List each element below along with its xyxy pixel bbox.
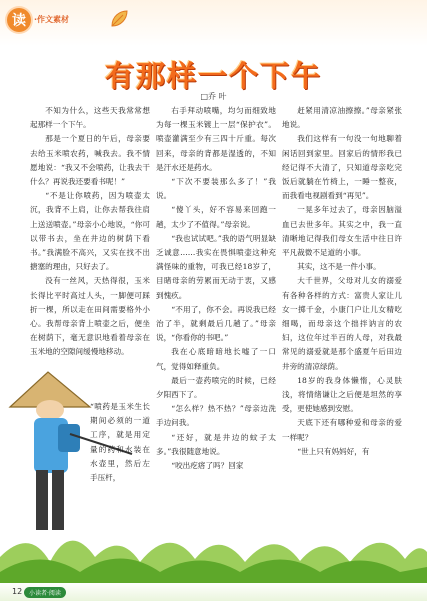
paragraph: “还好，就是井边的蚊子太多。”我很随意地说。 (156, 432, 276, 456)
paragraph: “咬出疙瘩了吗？回家 (171, 461, 244, 471)
paragraph: 没有一丝风，天热得很，玉米长得比平时高过人头，一脚便可踩折一棵，所以走在田间需要格外小心。我帮母亲背上喷壶之后，便坐在树荫下，毫无意识地看着母亲在玉米地的空隙间缓慢地移动。 (30, 276, 150, 357)
paragraph: 大千世界，父母对儿女的溺爱有各种各样的方式：富贵人家让儿女一掷千金，小康门户让儿女精吃细喝，而母亲这个拙拌讷言的农妇，这位年过半百的人母，对我最常见的溺爱就是那个盛夏午后田边井旁的清凉绿荫。 (282, 276, 402, 371)
paragraph: 一晃多年过去了，母亲因脑溢血已去世多年。其实之中，我一直清晰地记得我们母女生活中往日许平凡裁微不足道的小事。 (282, 205, 402, 258)
top-banner (0, 0, 427, 46)
column-1 (30, 104, 150, 364)
paragraph: 天底下还有哪种爱和母亲的爱一样呢？ (282, 418, 402, 442)
paragraph: 我在心底暗暗地长嘘了一口气，觉得如释重负。 (156, 347, 276, 371)
page-footer (0, 583, 427, 601)
section-tag: ·作文素材 (34, 15, 70, 24)
article-author: □乔 叶 (200, 92, 227, 101)
paragraph: 我们这样有一句没一句地聊着闲话回到家里。回家后的情形我已经记得不大清了，只知道母亲吃完饭后就躺在竹椅上，一睡一整夜，而我看电视剧看到“再见”。 (282, 134, 402, 201)
paragraph-continuation (90, 400, 150, 485)
paragraph: 那是一个夏日的午后，母亲要去给玉米喷农药，喊我去。我不情愿地说：“我又不会喷药，让我去干什么？再说我还要看书呢！” (30, 134, 150, 187)
paragraph: 其实，这不是一件小事。 (297, 262, 381, 272)
paragraph: 18岁的我身体懒惰，心灵肤浅，将情绪谦让之后便是坦然的享受，更使她感到安慰。 (282, 375, 402, 414)
paragraph: 最后一壶药喷完的时候，已经夕阳西下了。 (156, 375, 276, 400)
paragraph: “下次不要装那么多了！”我说。 (156, 177, 276, 201)
paragraph: “喷药是玉米生长期间必须的一道工序，就是用定量的药和水装在水壶里，然后左手压杆， (90, 402, 150, 483)
reading-badge: 读 (7, 8, 31, 32)
paragraph: “不是让你喷药，因为喷壶太沉，我背不上肩，让你去帮我往肩上送送喷壶。”母亲小心地说，“你可以带书去，坐在井边的树荫下看书。”我满脸不高兴，又实在找不出搪塞的理由，只好去了。 (30, 191, 150, 272)
paragraph: 右手拜动喷嘴，均匀而细致地为每一棵玉米镀上一层“保护衣”。喷壶灌满至少有三四十斤重。每次回来，母亲的背都是湿透的，不知是汗水还是药水。 (156, 106, 276, 172)
magazine-tag: 小读者·阅读 (24, 587, 66, 598)
leaf-icon (108, 8, 130, 30)
column-3 (282, 104, 402, 556)
article-title: 有那样一个下午 (104, 59, 322, 93)
paragraph: 赶紧用清凉油擦擦。”母亲紧张地说。 (282, 106, 402, 130)
paragraph: “怎么样？热不热？”母亲边洗手边问我。 (156, 404, 276, 428)
page-number: 12 (12, 587, 23, 596)
column-2 (156, 104, 276, 556)
paragraph: “傻丫头，好不容易来回跑一趟，太少了不值得。”母亲说。 (156, 205, 276, 229)
paragraph: “世上只有妈妈好，有 (297, 446, 370, 456)
paragraph: 不知为什么，这些天我常常想起那样一个下午。 (30, 106, 150, 130)
paragraph: “我也试试吧。”我的语气明显缺乏诚意……我实在畏惧喷壶这种充满怪味的重物，可我已经18岁了，目睹母亲的劳累而无动于衷，又感到愧疚。 (156, 233, 276, 300)
paragraph: “不用了，你不会。再说我已经治了半，就剩最后几趟了。”母亲说，“你看你的书吧。” (156, 304, 276, 343)
